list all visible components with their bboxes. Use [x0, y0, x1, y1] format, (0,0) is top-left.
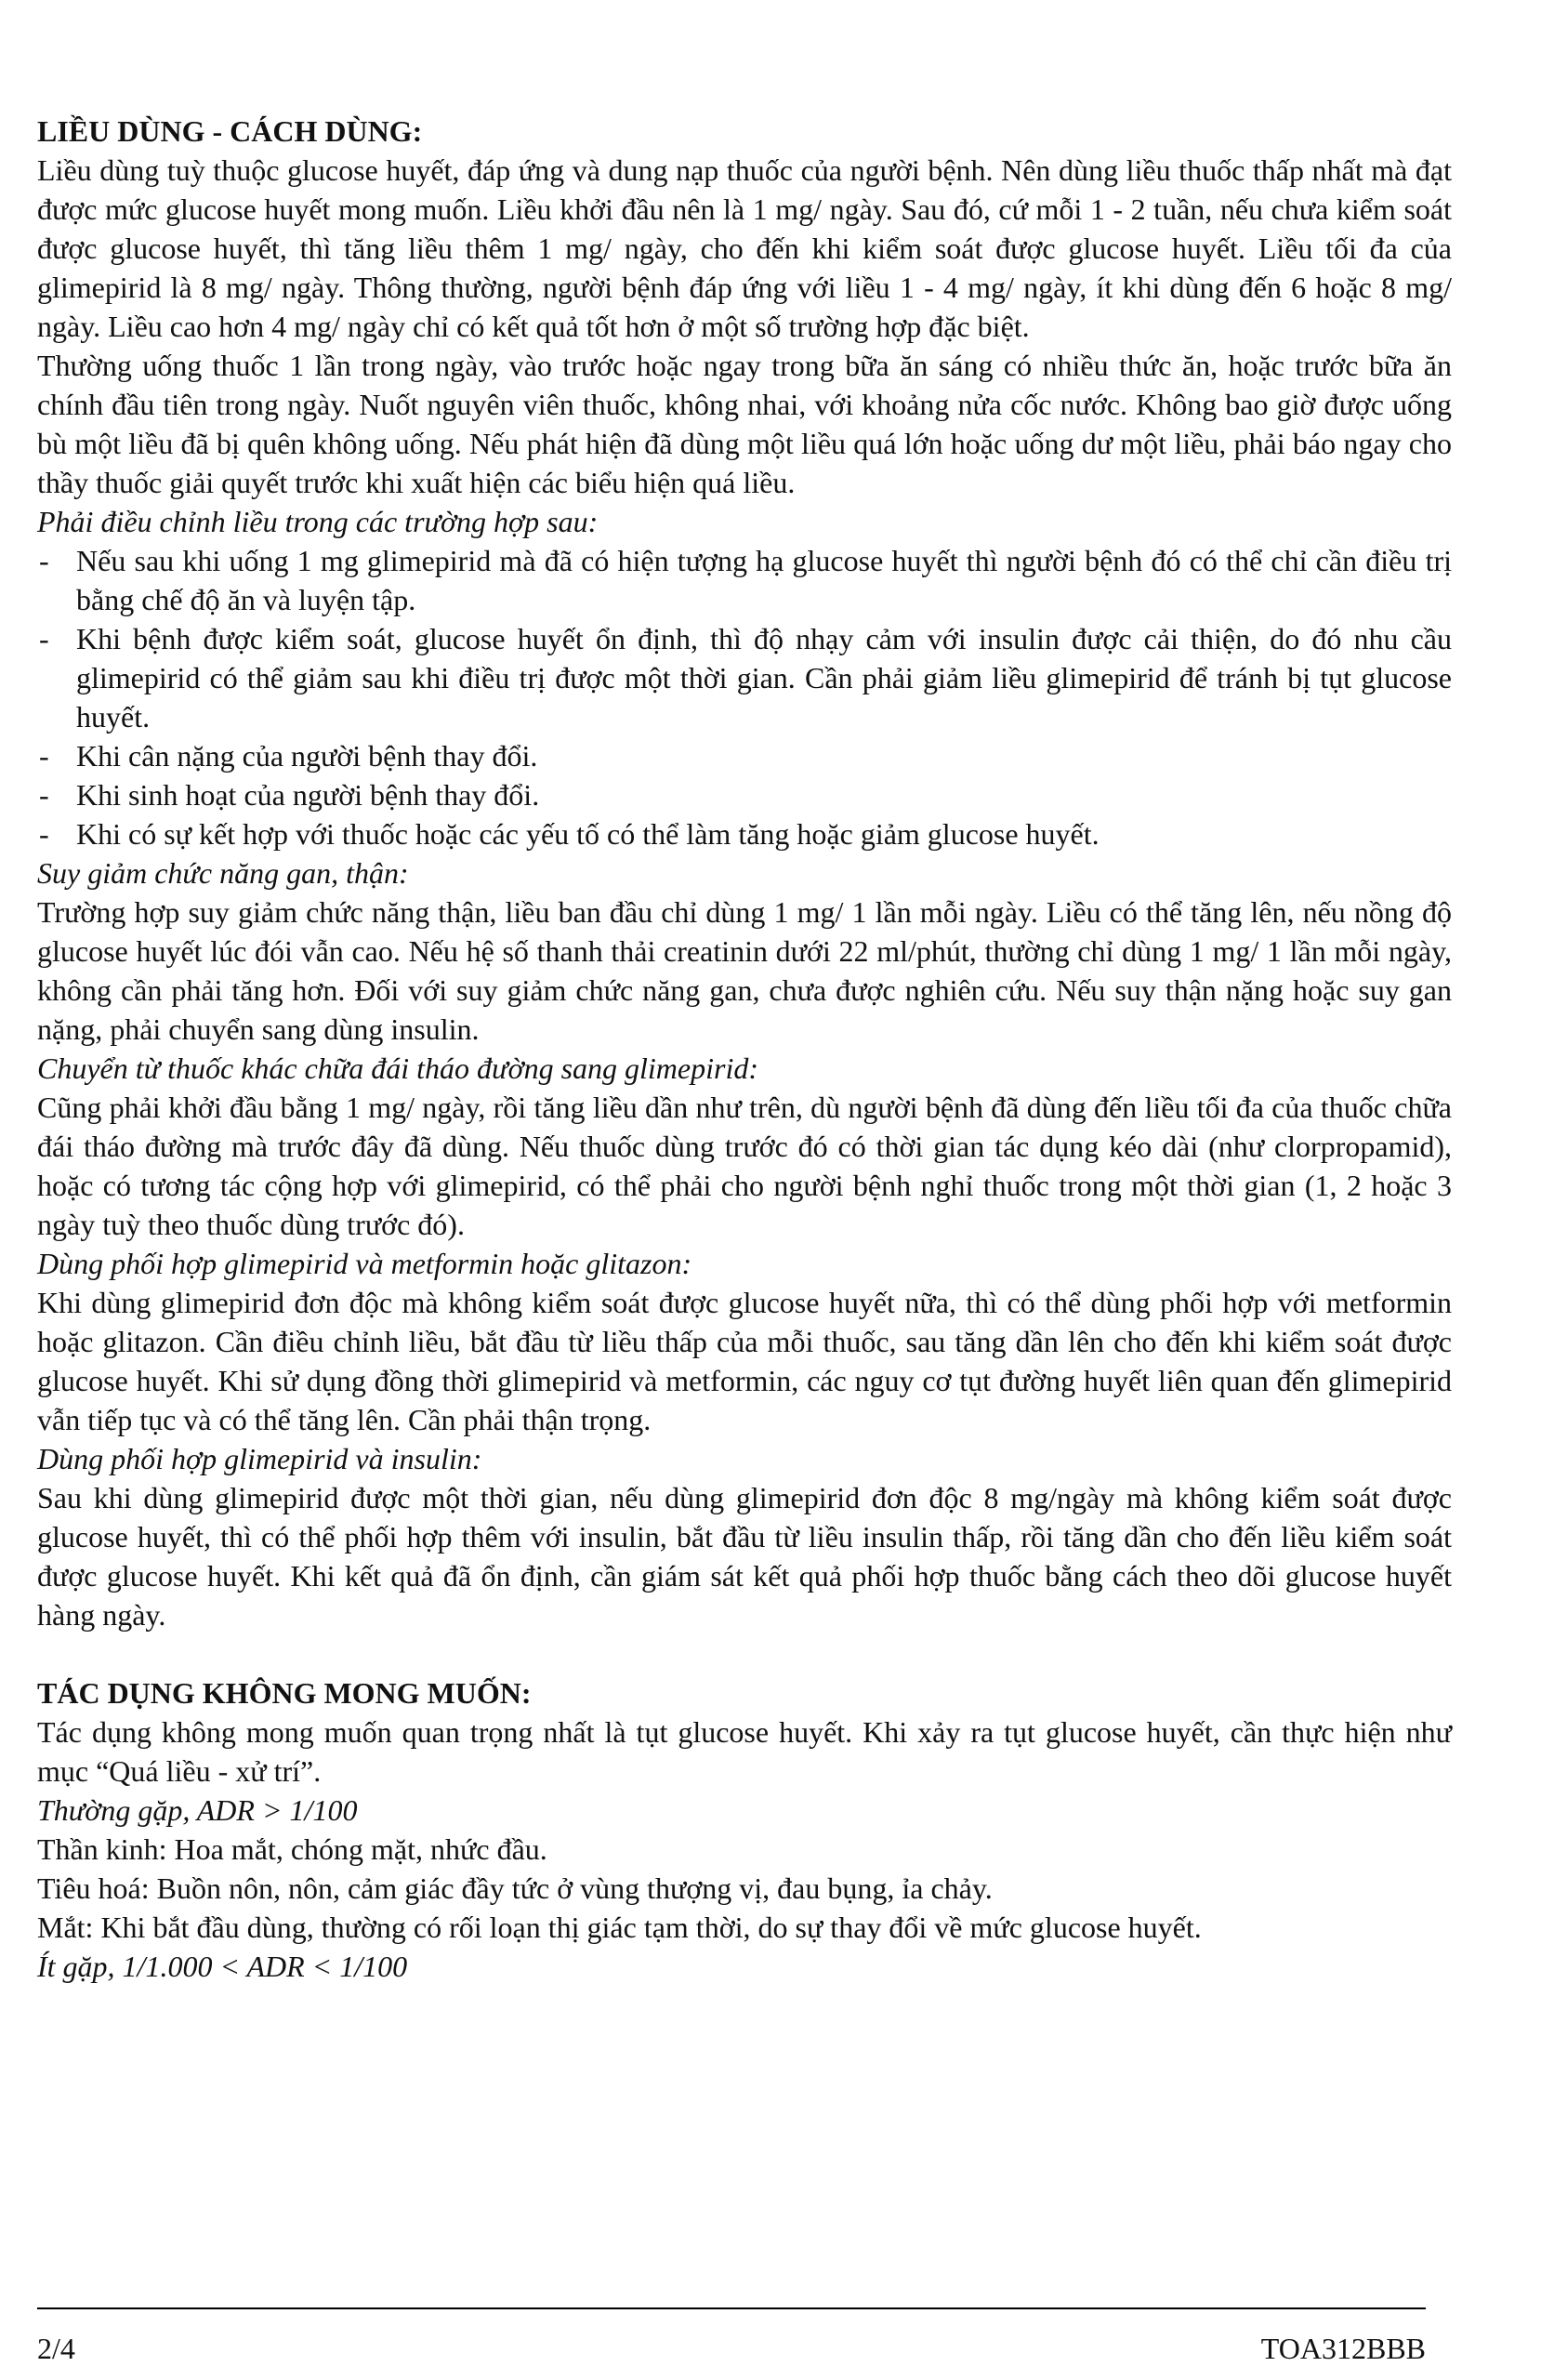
list-item — [37, 814, 1452, 853]
digest-line: Tiêu hoá: Buồn nôn, nôn, cảm giác đầy tức ở vùng thượng vị, đau bụng, ỉa chảy. — [37, 1871, 993, 1905]
list-item — [37, 541, 1452, 619]
page-number: 2/4 — [37, 2332, 75, 2365]
insulin-subheading: Dùng phối hợp glimepirid và insulin: — [37, 1442, 482, 1475]
list-item — [37, 775, 1452, 814]
list-item-text: Khi bệnh được kiểm soát, glucose huyết ổn định, thì độ nhạy cảm với insulin được cải thiện, do đó nhu cầu glimepirid có thể giảm sau khi điều trị được một thời gian. Cần phải giảm liều glimepirid để tránh bị tụt glucose huyết. — [76, 622, 1452, 734]
metformin-paragraph: Khi dùng glimepirid đơn độc mà không kiểm soát được glucose huyết nữa, thì có thể dùng phối hợp với metformin hoặc glitazon. Cần điều chỉnh liều, bắt đầu từ liều thấp của mỗi thuốc, sau tăng dần lên cho đến khi kiểm soát được glucose huyết. Khi sử dụng đồng thời glimepirid và metformin, các nguy cơ tụt đường huyết liên quan đến glimepirid vẫn tiếp tục và có thể tăng lên. Cần phải thận trọng. — [37, 1286, 1452, 1436]
page-footer — [37, 2332, 1426, 2366]
adverse-section — [37, 1673, 1452, 1986]
adjust-subheading: Phải điều chỉnh liều trong các trường hợp sau: — [37, 505, 599, 538]
dash-bullet: - — [39, 544, 49, 577]
insulin-paragraph: Sau khi dùng glimepirid được một thời gian, nếu dùng glimepirid đơn độc 8 mg/ngày mà không kiểm soát được glucose huyết, thì có thể phối hợp thêm với insulin, bắt đầu từ liều insulin thấp, rồi tăng dần cho đến liều kiểm soát được glucose huyết. Khi kết quả đã ổn định, cần giám sát kết quả phối hợp thuốc bằng cách theo dõi glucose huyết hàng ngày. — [37, 1481, 1452, 1632]
adverse-heading: TÁC DỤNG KHÔNG MONG MUỐN: — [37, 1676, 532, 1710]
renal-subheading: Suy giảm chức năng gan, thận: — [37, 856, 409, 890]
list-item-text: Nếu sau khi uống 1 mg glimepirid mà đã có hiện tượng hạ glucose huyết thì người bệnh đó có thể chỉ cần điều trị bằng chế độ ăn và luyện tập. — [76, 544, 1452, 616]
document-page — [37, 112, 1452, 1986]
switch-subheading: Chuyển từ thuốc khác chữa đái tháo đường sang glimepirid: — [37, 1051, 758, 1085]
list-item-text: Khi có sự kết hợp với thuốc hoặc các yếu tố có thể làm tăng hoặc giảm glucose huyết. — [76, 817, 1100, 851]
dash-bullet: - — [39, 778, 49, 812]
nerve-line: Thần kinh: Hoa mắt, chóng mặt, nhức đầu. — [37, 1832, 547, 1866]
section-spacer — [37, 1634, 1452, 1673]
list-item — [37, 736, 1452, 775]
renal-paragraph: Trường hợp suy giảm chức năng thận, liều ban đầu chỉ dùng 1 mg/ 1 lần mỗi ngày. Liều có thể tăng lên, nếu nồng độ glucose huyết lúc đói vẫn cao. Nếu hệ số thanh thải creatinin dưới 22 ml/phút, thường chỉ dùng 1 mg/ 1 lần mỗi ngày, không cần phải tăng hơn. Đối với suy giảm chức năng gan, chưa được nghiên cứu. Nếu suy thận nặng hoặc suy gan nặng, phải chuyển sang dùng insulin. — [37, 895, 1452, 1046]
list-item-text: Khi sinh hoạt của người bệnh thay đổi. — [76, 778, 540, 812]
switch-paragraph: Cũng phải khởi đầu bằng 1 mg/ ngày, rồi tăng liều dần như trên, dù người bệnh đã dùng đến liều tối đa của thuốc chữa đái tháo đường mà trước đây đã dùng. Nếu thuốc dùng trước đó có thời gian tác dụng kéo dài (như clorpropamid), hoặc có tương tác cộng hợp với glimepirid, có thể phải cho người bệnh nghỉ thuốc trong một thời gian (1, 2 hoặc 3 ngày tuỳ theo thuốc dùng trước đó). — [37, 1091, 1452, 1241]
adjust-list — [37, 541, 1452, 853]
dosage-paragraph-1: Liều dùng tuỳ thuộc glucose huyết, đáp ứng và dung nạp thuốc của người bệnh. Nên dùng liều thuốc thấp nhất mà đạt được mức glucose huyết mong muốn. Liều khởi đầu nên là 1 mg/ ngày. Sau đó, cứ mỗi 1 - 2 tuần, nếu chưa kiểm soát được glucose huyết, thì tăng liều thêm 1 mg/ ngày, cho đến khi kiểm soát được glucose huyết. Liều tối đa của glimepirid là 8 mg/ ngày. Thông thường, người bệnh đáp ứng với liều 1 - 4 mg/ ngày, ít khi dùng đến 6 hoặc 8 mg/ ngày. Liều cao hơn 4 mg/ ngày chỉ có kết quả tốt hơn ở một số trường hợp đặc biệt. — [37, 153, 1452, 343]
metformin-subheading: Dùng phối hợp glimepirid và metformin hoặc glitazon: — [37, 1247, 692, 1280]
document-code: TOA312BBB — [1260, 2332, 1426, 2365]
eye-line: Mắt: Khi bắt đầu dùng, thường có rối loạn thị giác tạm thời, do sự thay đổi về mức glucose huyết. — [37, 1911, 1202, 1944]
dosage-paragraph-2: Thường uống thuốc 1 lần trong ngày, vào trước hoặc ngay trong bữa ăn sáng có nhiều thức ăn, hoặc trước bữa ăn chính đầu tiên trong ngày. Nuốt nguyên viên thuốc, không nhai, với khoảng nửa cốc nước. Không bao giờ được uống bù một liều đã bị quên không uống. Nếu phát hiện đã dùng một liều quá lớn hoặc uống dư một liều, phải báo ngay cho thầy thuốc giải quyết trước khi xuất hiện các biểu hiện quá liều. — [37, 349, 1452, 499]
dosage-section — [37, 112, 1452, 1634]
list-item — [37, 619, 1452, 736]
dash-bullet: - — [39, 739, 49, 773]
adverse-intro: Tác dụng không mong muốn quan trọng nhất là tụt glucose huyết. Khi xảy ra tụt glucose huyết, cần thực hiện như mục “Quá liều - xử trí”. — [37, 1715, 1452, 1788]
dash-bullet: - — [39, 622, 49, 655]
uncommon-subheading: Ít gặp, 1/1.000 < ADR < 1/100 — [37, 1950, 408, 1983]
list-item-text: Khi cân nặng của người bệnh thay đổi. — [76, 739, 538, 773]
footer-rule — [37, 2307, 1426, 2309]
dash-bullet: - — [39, 817, 49, 851]
dosage-heading: LIỀU DÙNG - CÁCH DÙNG: — [37, 114, 423, 148]
common-subheading: Thường gặp, ADR > 1/100 — [37, 1793, 358, 1827]
